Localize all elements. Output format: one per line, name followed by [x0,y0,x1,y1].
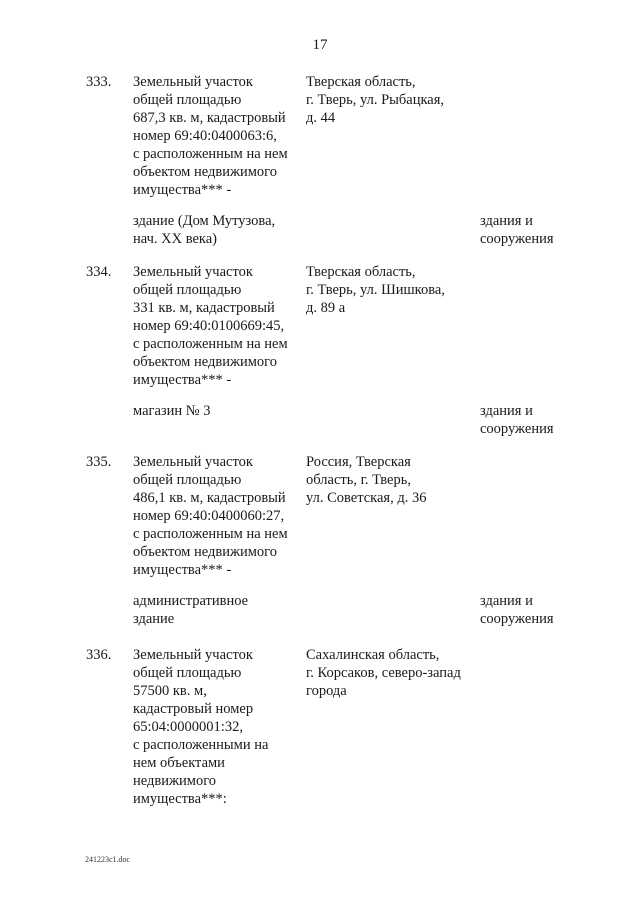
description-line: Земельный участок [133,264,253,280]
category-line: сооружения [480,421,554,437]
address-line: г. Тверь, ул. Рыбацкая, [306,92,445,108]
category-line: сооружения [480,611,554,627]
description-line: Земельный участок [133,647,253,663]
address-line: д. 44 [306,110,336,126]
entry-number: 336. [86,647,112,663]
description-line: имущества***: [133,791,227,807]
category-line: здания и [480,403,533,419]
description-line: общей площадью [133,665,242,681]
description-line: объектом недвижимого [133,354,278,370]
description-line: кадастровый номер [133,701,254,717]
description-line: нем объектами [133,755,225,771]
description-line: номер 69:40:0400060:27, [133,508,285,524]
entry-description [133,263,303,389]
description-line: 57500 кв. м, [133,683,207,699]
description-line: с расположенным на нем [133,146,288,162]
description-line: 65:04:0000001:32, [133,719,243,735]
sub-object-name-line: нач. XX века) [133,231,218,247]
sub-object-category [480,592,590,628]
description-line: 331 кв. м, кадастровый [133,300,275,316]
sub-object-category [480,402,590,438]
sub-object-name-line: магазин № 3 [133,403,211,419]
description-line: имущества*** - [133,372,232,388]
entry-description [133,73,303,199]
address-line: Сахалинская область, [306,647,440,663]
description-line: Земельный участок [133,74,253,90]
address-line: ул. Советская, д. 36 [306,490,427,506]
sub-object-name-line: административное [133,593,249,609]
page-number: 17 [312,37,328,53]
sub-object-name-line: здание [133,611,175,627]
entry-number: 335. [86,454,112,470]
description-line: номер 69:40:0100669:45, [133,318,285,334]
description-line: 687,3 кв. м, кадастровый [133,110,286,126]
description-line: с расположенным на нем [133,526,288,542]
address-line: г. Корсаков, северо-запад [306,665,461,681]
address-line: Россия, Тверская [306,454,411,470]
description-line: общей площадью [133,472,242,488]
description-line: имущества*** - [133,182,232,198]
description-line: имущества*** - [133,562,232,578]
document-footer: 241223c1.doc [85,855,131,864]
description-line: общей площадью [133,92,242,108]
sub-object-name [133,402,333,420]
entry-description [133,646,303,808]
sub-object-name-line: здание (Дом Мутузова, [133,213,276,229]
description-line: номер 69:40:0400063:6, [133,128,277,144]
description-line: с расположенными на [133,737,269,753]
description-line: общей площадью [133,282,242,298]
description-line: Земельный участок [133,454,253,470]
description-line: 486,1 кв. м, кадастровый [133,490,286,506]
entry-description [133,453,303,579]
address-line: область, г. Тверь, [306,472,411,488]
address-line: Тверская область, [306,264,416,280]
entry-address [306,646,476,700]
category-line: здания и [480,593,533,609]
description-line: недвижимого [133,773,217,789]
description-line: объектом недвижимого [133,544,278,560]
address-line: г. Тверь, ул. Шишкова, [306,282,445,298]
sub-object-category [480,212,590,248]
entry-number: 333. [86,74,112,90]
entry-number: 334. [86,264,112,280]
address-line: д. 89 а [306,300,346,316]
description-line: с расположенным на нем [133,336,288,352]
category-line: сооружения [480,231,554,247]
sub-object-name [133,212,333,248]
category-line: здания и [480,213,533,229]
entry-address [306,263,476,317]
description-line: объектом недвижимого [133,164,278,180]
sub-object-name [133,592,333,628]
address-line: города [306,683,347,699]
entry-address [306,453,476,507]
address-line: Тверская область, [306,74,416,90]
entry-address [306,73,476,127]
